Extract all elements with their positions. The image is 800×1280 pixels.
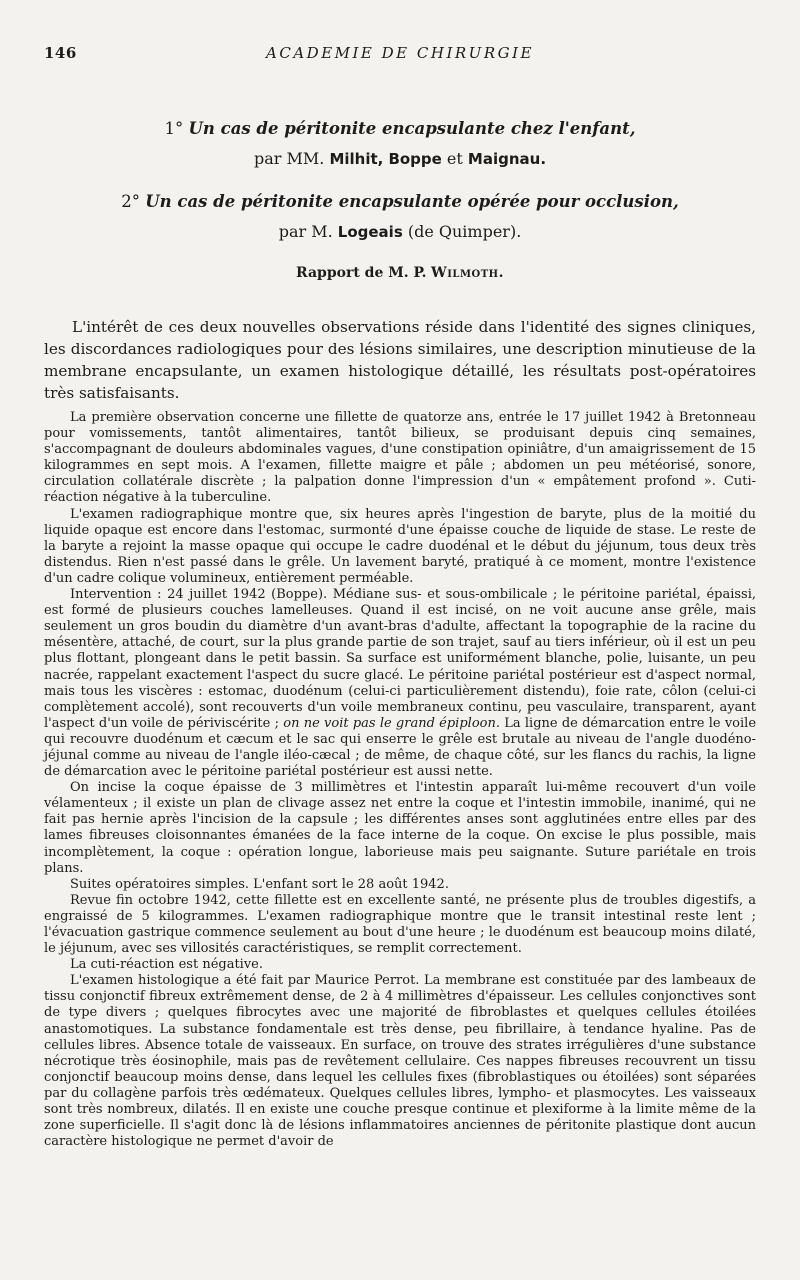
authors-2-prefix: par M.	[278, 222, 333, 241]
author-maignau: Maignau.	[467, 150, 547, 168]
paragraph-1: La première observation concerne une fillette de quatorze ans, entrée le 17 juillet 1942 à Bretonneau pour vomissements, tantôt alimentaires, tantôt bilieux, se produisant depuis cinq semaines, s'accompagnant de douleurs abdominales vagues, d'une constipation opiniâtre, d'un amaigrissement de 15 kilogrammes en sept mois. A l'examen, fillette maigre et pâle ; abdomen un peu météorisé, sonore, circulation collatérale discrète ; la palpation donne l'impression d'un « empâtement profond ». Cuti-réaction négative à la tuberculine.	[44, 410, 756, 506]
authors-line-1	[44, 148, 756, 170]
body-text	[44, 410, 756, 1150]
title-1-text: Un cas de péritonite encapsulante chez l'enfant,	[188, 119, 636, 138]
running-title: ACADEMIE DE CHIRURGIE	[266, 44, 534, 62]
author-boppe: Boppe	[388, 150, 442, 168]
article-title-1	[44, 118, 756, 140]
page-header	[44, 44, 756, 68]
author-logeais: Logeais	[337, 223, 403, 241]
title-1-number: 1°	[164, 119, 184, 138]
paragraph-5: Suites opératoires simples. L'enfant sort le 28 août 1942.	[70, 876, 449, 892]
paragraph-3-part-a: Intervention : 24 juillet 1942 (Boppe). Médiane sus- et sous-ombilicale ; le péritoine pariétal, épaissi, est formé de plusieurs couches lamelleuses. Quand il est incisé, on ne voit aucune anse grêle, mais seulement un gros boudin du diamètre d'un avant-bras d'adulte, affectant la topographie de la racine du mésentère, attaché, de court, sur la plus grande partie de son trajet, sauf au tiers inférieur, où il est un peu plus flottant, plongeant dans le petit bassin. Sa surface est uniformément blanche, polie, luisante, un peu nacrée, rappelant exactement l'aspect du sucre glacé. Le péritoine pariétal postérieur est d'aspect normal, mais tous les viscères : estomac, duodénum (celui-ci particulièrement distendu), foie rate, côlon (celui-ci complètement accolé), sont recouverts d'un voile membraneux continu, peu vasculaire, transparent, ayant l'aspect d'un voile de périviscérite ;	[44, 587, 756, 731]
paragraph-4: On incise la coque épaisse de 3 millimètres et l'intestin apparaît lui-même recouvert d'un voile vélamenteux ; il existe un plan de clivage assez net entre la coque et l'intestin immobile, inanimé, qui ne fait pas hernie après l'incision de la capsule ; les différentes anses sont agglutinées entre elles par des lames fibreuses cloisonnantes émanées de la face interne de la coque. On excise le plus possible, mais incomplètement, la coque : opération longue, laborieuse mais peu saignante. Suture pariétale en trois plans.	[44, 780, 756, 876]
author-milhit: Milhit,	[329, 150, 384, 168]
paragraph-6: Revue fin octobre 1942, cette fillette est en excellente santé, ne présente plus de troubles digestifs, a engraissé de 5 kilogrammes. L'examen radiographique montre que le transit intestinal reste lent ; l'évacuation gastrique commence seulement au bout d'une heure ; le duodénum est beaucoup moins dilaté, le jéjunum, avec ses villosités caractéristiques, se remplit correctement.	[44, 892, 756, 957]
paragraph-3	[44, 587, 756, 780]
paragraph-2: L'examen radiographique montre que, six heures après l'ingestion de baryte, plus de la moitié du liquide opaque est encore dans l'estomac, surmonté d'une épaisse couche de liquide de stase. Le reste de la baryte a rejoint la masse opaque qui occupe le cadre duodénal et le début du jéjunum, tous deux très distendus. Rien n'est passé dans le grêle. Un lavement baryté, pratiqué à ce moment, montre l'existence d'un cadre colique volumineux, entièrement perméable.	[44, 506, 756, 586]
paragraph-8: L'examen histologique a été fait par Maurice Perrot. La membrane est constituée par des lambeaux de tissu conjonctif fibreux extrêmement dense, de 2 à 4 millimètres d'épaisseur. Les cellules conjonctives sont de type divers ; quelques fibrocytes avec une majorité de fibroblastes et quelques cellules étoilées anastomotiques. La substance fondamentale est très dense, peu fibrillaire, à tendance hyaline. Pas de cellules libres. Absence totale de vaisseaux. En surface, on trouve des strates irrégulières d'une substance nécrotique très éosinophile, mais pas de revêtement cellulaire. Ces nappes fibreuses recouvrent un tissu conjonctif beaucoup moins dense, dans lequel les cellules fixes (fibroblastiques ou étoilées) sont séparées par du collagène parfois très œdémateux. Quelques cellules libres, lympho- et plasmocytes. Les vaisseaux sont très nombreux, dilatés. Il en existe une couche presque continue et plexiforme à la limite même de la zone superficielle. Il s'agit donc là de lésions inflammatoires anciennes de péritonite plastique dont aucun caractère histologique ne permet d'avoir de	[44, 973, 756, 1150]
paragraph-3-part-b: La ligne de démarcation entre le voile qui recouvre duodénum et cæcum et le sac qui enserre le grêle est brutale au niveau de l'angle duodéno-jéjunal comme au niveau de l'angle iléo-cæcal ; de même, de chaque côté, sur les flancs du rachis, la ligne de démarcation avec le péritoine pariétal postérieur est aussi nette.	[44, 715, 757, 780]
authors-1-prefix: par MM.	[253, 149, 325, 168]
abstract-paragraph: L'intérêt de ces deux nouvelles observations réside dans l'identité des signes cliniques, les discordances radiologiques pour des lésions similaires, une description minutieuse de la membrane encapsulante, un examen histologique détaillé, les résultats post-opératoires très satisfaisants.	[44, 318, 756, 402]
authors-1-sep: et	[446, 149, 463, 168]
page-number: 146	[44, 44, 77, 62]
report-prefix: Rapport de M. P.	[296, 265, 427, 281]
authors-line-2	[44, 221, 756, 243]
title-2-text: Un cas de péritonite encapsulante opérée pour occlusion,	[145, 192, 679, 211]
report-author: Wilmoth.	[431, 265, 504, 281]
paragraph-3-italic: on ne voit pas le grand épiploon.	[283, 715, 500, 731]
paragraph-7: La cuti-réaction est négative.	[70, 957, 264, 973]
article-title-2	[44, 191, 756, 213]
title-block	[44, 118, 756, 281]
author-logeais-place: (de Quimper).	[407, 222, 522, 241]
title-2-number: 2°	[121, 192, 141, 211]
report-line	[44, 265, 756, 281]
